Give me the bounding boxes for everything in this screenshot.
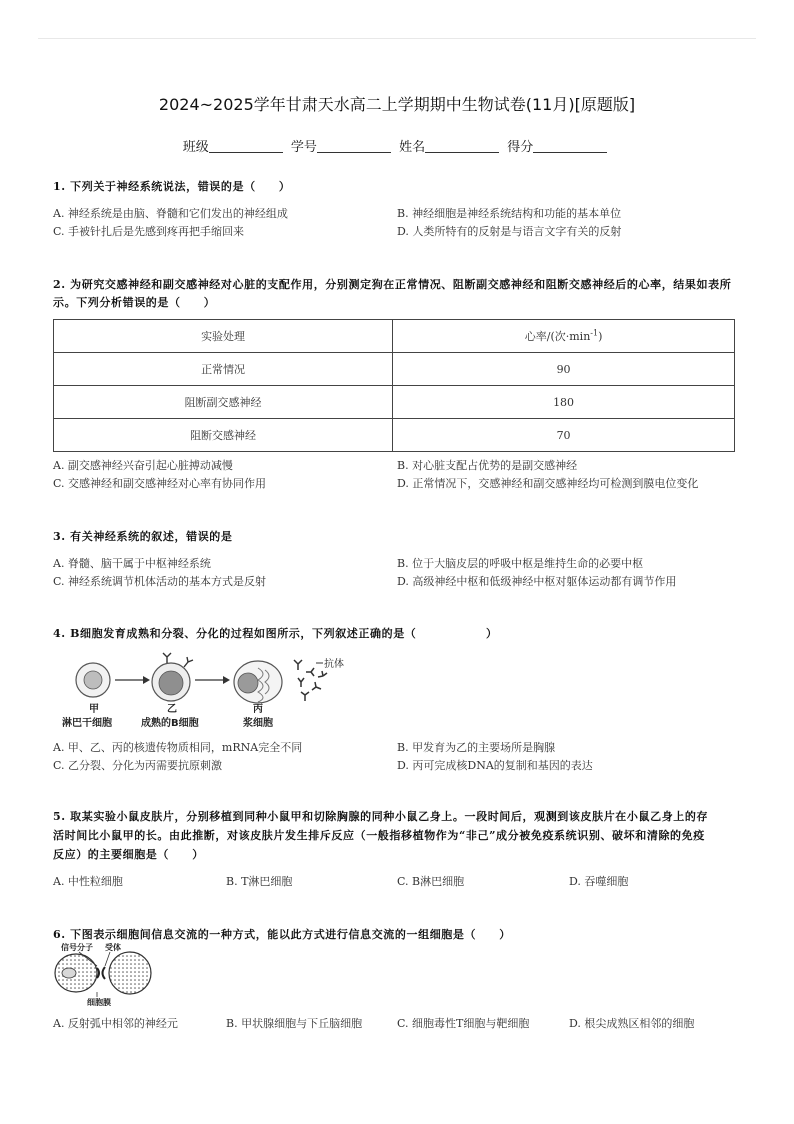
name-blank[interactable] [425, 140, 499, 153]
q3-option-c[interactable]: C. 神经系统调节机体活动的基本方式是反射 [53, 575, 267, 588]
table-cell: 正常情况 [54, 353, 393, 386]
header-rule [38, 38, 756, 39]
score-blank[interactable] [533, 140, 607, 153]
q5-option-d[interactable]: D. 吞噬细胞 [569, 875, 629, 888]
score-label: 得分 [507, 140, 534, 155]
target-cell-icon [109, 952, 151, 994]
table-header-rate: 心率/(次$\cdot\min^{-1}$) [393, 320, 735, 353]
yi-label: 乙 [167, 704, 177, 715]
receptor-icon [103, 967, 106, 979]
signal-label: 信号分子 [61, 943, 93, 952]
class-blank[interactable] [209, 140, 283, 153]
plasma-cell-icon [234, 661, 282, 703]
q2-option-b[interactable]: B. 对心脏支配占优势的是副交感神经 [397, 459, 578, 472]
student-info-line [0, 136, 794, 155]
name-label: 姓名 [399, 140, 426, 155]
number-label: 学号 [290, 140, 317, 155]
bing-cell-label: 浆细胞 [243, 718, 273, 729]
jia-label: 甲 [89, 704, 99, 715]
q3-option-a[interactable]: A. 脊髓、脑干属于中枢神经系统 [53, 557, 211, 570]
q5-stem-line1: 5. 取某实验小鼠皮肤片，分别移植到同种小鼠甲和切除胸腺的同种小鼠乙身上。一段时间后，观测到该皮肤片在小鼠乙身上的存 [53, 810, 709, 823]
q4-option-b[interactable]: B. 甲发育为乙的主要场所是胸腺 [397, 741, 556, 754]
antibody-label: 抗体 [324, 659, 344, 670]
q1-option-d[interactable]: D. 人类所特有的反射是与语言文字有关的反射 [397, 225, 622, 238]
q6-option-c[interactable]: C. 细胞毒性T细胞与靶细胞 [397, 1017, 530, 1030]
q4-option-a[interactable]: A. 甲、乙、丙的核遗传物质相同，mRNA完全不同 [53, 741, 303, 754]
bing-label: 丙 [253, 704, 263, 715]
page-title: 2024~2025学年甘肃天水高二上学期期中生物试卷(11月)[原题版] [158, 95, 636, 114]
q4-stem: 4. B细胞发育成熟和分裂、分化的过程如图所示，下列叙述正确的是（ ） [53, 627, 498, 640]
q2-stem: 2. 为研究交感神经和副交感神经对心脏的支配作用，分别测定狗在正常情况、阻断副交感神经和阻断交感神经后的心率，结果如表所示。下列分析错误的是（ ） [53, 278, 732, 309]
q1-stem: 1. 下列关于神经系统说法，错误的是（ ） [53, 180, 291, 193]
jia-cell-label: 淋巴干细胞 [62, 718, 112, 729]
q2-option-d[interactable]: D. 正常情况下，交感神经和副交感神经均可检测到膜电位变化 [397, 477, 699, 490]
q2-option-a[interactable]: A. 副交感神经兴奋引起心脏搏动减慢 [53, 459, 233, 472]
q6-stem: 6. 下图表示细胞间信息交流的一种方式，能以此方式进行信息交流的一组细胞是（ ） [53, 928, 511, 941]
membrane-label: 细胞膜 [87, 998, 111, 1006]
arrow-icon [195, 676, 230, 684]
q5-option-a[interactable]: A. 中性粒细胞 [53, 875, 123, 888]
antibody-icon [294, 660, 327, 701]
q6-option-b[interactable]: B. 甲状腺细胞与下丘脑细胞 [226, 1017, 363, 1030]
q5-stem-line2: 活时间比小鼠甲的长。由此推断，对该皮肤片发生排斥反应（一般指移植物作为“非己”成分被免疫系统识别、破坏和清除的免疫 [53, 829, 705, 842]
table-cell: 180 [393, 386, 735, 419]
table-cell: 阻断交感神经 [54, 419, 393, 452]
arrow-icon [115, 676, 150, 684]
q1-option-b[interactable]: B. 神经细胞是神经系统结构和功能的基本单位 [397, 207, 622, 220]
q5-option-c[interactable]: C. B淋巴细胞 [397, 875, 465, 888]
q2-option-c[interactable]: C. 交感神经和副交感神经对心率有协同作用 [53, 477, 267, 490]
q4-option-c[interactable]: C. 乙分裂、分化为丙需要抗原刺激 [53, 759, 223, 772]
stem-cell-icon [76, 663, 110, 697]
table-cell: 90 [393, 353, 735, 386]
yi-cell-label: 成熟的B细胞 [141, 718, 199, 729]
table-cell: 70 [393, 419, 735, 452]
class-label: 班级 [182, 140, 209, 155]
table-header-treatment: 实验处理 [54, 320, 393, 353]
table-row [54, 419, 735, 452]
q3-option-d[interactable]: D. 高级神经中枢和低级神经中枢对躯体运动都有调节作用 [397, 575, 677, 588]
heart-rate-table [53, 319, 735, 452]
q4-option-d[interactable]: D. 丙可完成核DNA的复制和基因的表达 [397, 759, 593, 772]
q1-option-a[interactable]: A. 神经系统是由脑、脊髓和它们发出的神经组成 [53, 207, 288, 220]
receptor-label: 受体 [105, 943, 121, 952]
q1-option-c[interactable]: C. 手被针扎后是先感到疼再把手缩回来 [53, 225, 245, 238]
number-blank[interactable] [317, 140, 391, 153]
cell-contact-diagram [53, 942, 163, 1006]
q3-stem: 3. 有关神经系统的叙述，错误的是 [53, 530, 233, 543]
signal-cell-icon [55, 954, 97, 992]
table-row [54, 386, 735, 419]
table-cell: 阻断副交感神经 [54, 386, 393, 419]
q5-option-b[interactable]: B. T淋巴细胞 [226, 875, 293, 888]
q6-option-d[interactable]: D. 根尖成熟区相邻的细胞 [569, 1017, 695, 1030]
table-row [54, 353, 735, 386]
q5-stem-line3: 反应）的主要细胞是（ ） [53, 848, 204, 861]
b-cell-diagram [53, 650, 353, 734]
q3-option-b[interactable]: B. 位于大脑皮层的呼吸中枢是维持生命的必要中枢 [397, 557, 644, 570]
b-cell-icon [152, 653, 193, 701]
q6-option-a[interactable]: A. 反射弧中相邻的神经元 [53, 1017, 178, 1030]
